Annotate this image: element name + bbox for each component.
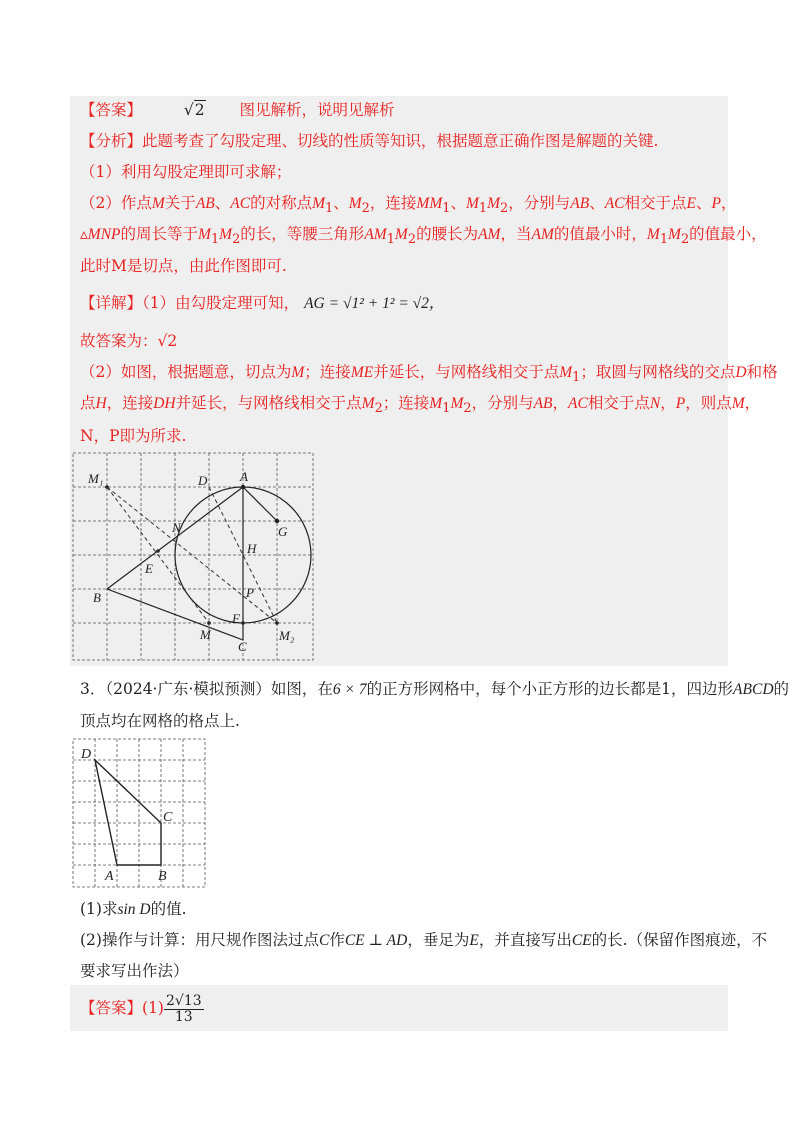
answer-line [80,100,395,120]
analysis-line-5: 此时M是切点，由此作图即可. [80,257,287,275]
label-m: M [200,627,211,642]
question-2-cont: 要求写出作法） [80,962,189,980]
label-a2: A [105,869,114,884]
label-e: E [145,561,153,576]
label-n: N [172,520,181,535]
detail-formula: AG = √1² + 1² = √2， [304,295,445,312]
answer-note: 图见解析，说明见解析 [239,101,395,119]
label-c2: C [163,810,173,825]
question-2: (2)操作与计算：用尺规作图法过点C作CE ⊥ AD，垂足为E，并直接写出CE的长.（保留作图痕迹，不 [80,931,768,949]
label-m1: M₁ [88,471,104,486]
label-b: B [93,590,101,605]
detail-line-1: 【详解】（1）由勾股定理可知， AG = √1² + 1² = √2， [80,294,445,312]
answer2-tag: 【答案】 [80,999,143,1017]
analysis-line-3: （2）作点M关于AB、AC的对称点$M_1$、$M_2$，连接$MM_1$、$M_1M_2$，分别与AB、AC相交于点E、P， [80,194,737,217]
label-g: G [278,524,288,539]
label-d: D [198,473,208,488]
detail-answer-line: 故答案为：√2 [80,332,178,350]
geometry-figure-2 [72,738,208,890]
label-f: F [232,611,240,626]
label-m2: M₂ [279,628,295,643]
analysis-line-1: 【分析】此题考查了勾股定理、切线的性质等知识，根据题意正确作图是解题的关键. [80,132,659,150]
problem3-line-2: 顶点均在网格的格点上. [80,712,240,730]
answer-sqrt: √2 [183,101,205,119]
figure1-grid [73,453,313,660]
answer2-line: 【答案】(1) $\frac{2√13}{13}$ [80,992,202,1025]
label-a: A [240,469,248,484]
detail-line-2: （2）如图，根据题意，切点为M；连接ME并延长，与网格线相交于点$M_1$；取圆与网格线的交点D和格 [80,363,778,386]
label-p: P [246,585,254,600]
quadrilateral-abcd [95,760,161,865]
analysis-line-2: （1）利用勾股定理即可求解； [80,163,292,181]
label-h: H [247,541,257,556]
label-c: C [238,639,247,654]
question-1: (1)求sin D的值. [80,900,187,918]
answer-tag: 【答案】 [80,101,143,119]
label-d2: D [81,747,92,762]
geometry-figure-1 [72,452,314,662]
analysis-line-4: ▵MNP的周长等于$M_1M_2$的长，等腰三角形$AM_1M_2$的腰长为AM，当AM的值最小时，$M_1M_2$的值最小， [80,225,767,248]
label-b2: B [158,869,167,884]
detail-line-3: 点H，连接DH并延长，与网格线相交于点$M_2$；连接$M_1M_2$，分别与AB，AC相交于点N，P，则点M， [80,394,761,417]
problem3-line-1: 3．（2024·广东·模拟预测）如图，在6 × 7的正方形网格中，每个小正方形的边长都是1，四边形ABCD的 [80,680,790,698]
answer2-fraction: $\frac{2√13}{13}$ [165,992,202,1025]
detail-line-4: N，P即为所求. [80,427,187,445]
